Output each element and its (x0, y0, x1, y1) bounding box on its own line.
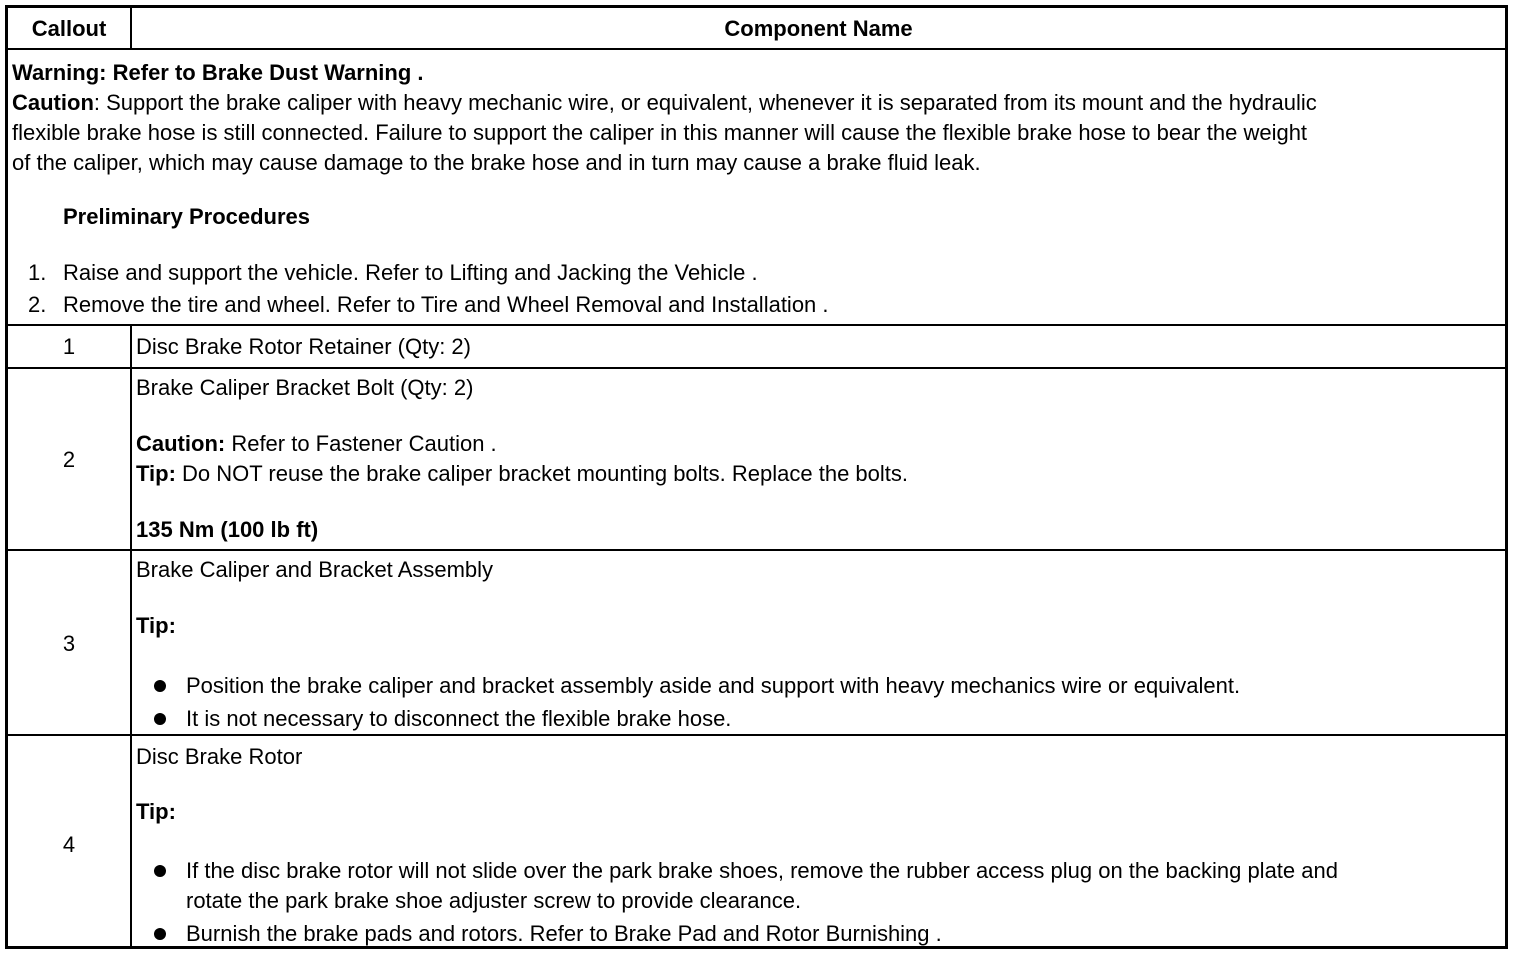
caution-label: Caution: (136, 431, 226, 456)
caution-line-3: of the caliper, which may cause damage to the brake hose and in turn may cause a brake fluid leak. (12, 150, 981, 175)
list-item-continuation: rotate the park brake shoe adjuster screw to provide clearance. (186, 888, 802, 913)
procedures-title: Preliminary Procedures (63, 204, 311, 229)
component-name: Disc Brake Rotor Retainer (Qty: 2) (136, 334, 471, 359)
warning-label: Warning: (12, 60, 107, 85)
torque-spec: 135 Nm (100 lb ft) (136, 517, 319, 542)
list-item: Position the brake caliper and bracket assembly aside and support with heavy mechanics wire or equivalent. (186, 673, 1241, 698)
bullet-dot-icon (154, 713, 166, 725)
component-table (5, 5, 1508, 949)
callout-number: 1 (62, 334, 76, 359)
table-row (8, 369, 1505, 551)
caution-line-2: flexible brake hose is still connected. Failure to support the caliper in this manner will cause the flexible brake hose to bear the weight (12, 120, 1308, 145)
warning-line (12, 58, 424, 88)
bullet-dot-icon (154, 928, 166, 940)
caution-text-1: : Support the brake caliper with heavy mechanic wire, or equivalent, whenever it is separated from its mount and the hydraulic (93, 90, 1317, 115)
intro-row (8, 50, 1505, 326)
callout-number: 3 (62, 631, 76, 656)
caution-line-1 (12, 88, 1317, 118)
list-item: It is not necessary to disconnect the flexible brake hose. (186, 706, 732, 731)
component-name: Brake Caliper Bracket Bolt (Qty: 2) (136, 375, 474, 400)
table-row (8, 326, 1505, 369)
caution-label: Caution (12, 90, 94, 115)
component-name: Disc Brake Rotor (136, 744, 303, 769)
tip-line (136, 459, 908, 489)
header-row (8, 8, 1505, 50)
component-name: Brake Caliper and Bracket Assembly (136, 557, 494, 582)
tip-label: Tip: (136, 461, 176, 486)
header-callout: Callout (31, 16, 107, 41)
list-item: Burnish the brake pads and rotors. Refer to Brake Pad and Rotor Burnishing . (186, 921, 942, 946)
procedure-number: 1. (28, 260, 47, 285)
list-item: If the disc brake rotor will not slide over the park brake shoes, remove the rubber access plug on the backing plate and (186, 858, 1338, 883)
table-row (8, 551, 1505, 736)
tip-label: Tip: (136, 613, 176, 638)
caution-line (136, 429, 497, 459)
tip-label: Tip: (136, 799, 176, 824)
bullet-dot-icon (154, 680, 166, 692)
tip-text: Do NOT reuse the brake caliper bracket mounting bolts. Replace the bolts. (175, 461, 909, 486)
caution-text: Refer to Fastener Caution . (225, 431, 497, 456)
bullet-dot-icon (154, 865, 166, 877)
table-row (8, 736, 1505, 946)
callout-number: 2 (62, 447, 76, 472)
warning-text: Refer to Brake Dust Warning . (112, 60, 424, 85)
procedure-item: Remove the tire and wheel. Refer to Tire and Wheel Removal and Installation . (63, 292, 829, 317)
callout-number: 4 (62, 832, 76, 857)
procedure-number: 2. (28, 292, 47, 317)
procedure-item: Raise and support the vehicle. Refer to Lifting and Jacking the Vehicle . (63, 260, 758, 285)
header-component-name: Component Name (724, 16, 913, 41)
